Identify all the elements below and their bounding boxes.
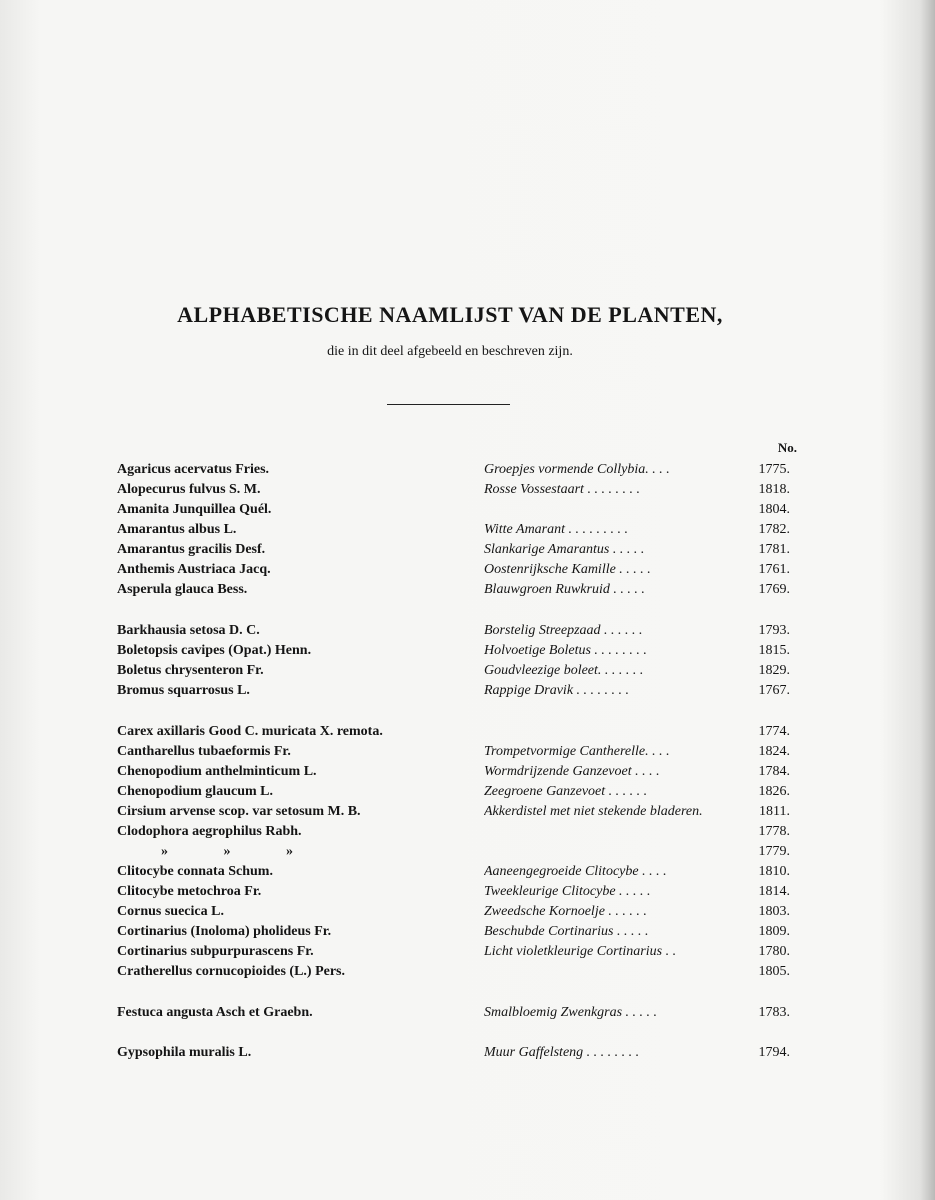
list-item — [117, 722, 797, 742]
plate-number: 1774. — [758, 724, 790, 739]
list-item — [117, 862, 797, 882]
number-column-header: No. — [777, 440, 797, 455]
latin-name: Gypsophila muralis L. — [117, 1045, 252, 1060]
plate-number: 1781. — [758, 542, 790, 557]
plate-number: 1829. — [758, 663, 790, 678]
latin-name: Bromus squarrosus L. — [117, 683, 250, 698]
dutch-name: Muur Gaffelsteng . . . . . . . . — [484, 1045, 640, 1060]
list-item — [117, 742, 797, 762]
plate-number: 1811. — [759, 804, 790, 819]
dutch-name: Slankarige Amarantus . . . . . — [484, 542, 645, 557]
list-item — [117, 782, 797, 802]
latin-name: Amarantus gracilis Desf. — [117, 542, 266, 557]
dutch-name: Zweedsche Kornoelje . . . . . . — [484, 904, 647, 919]
dutch-name: Trompetvormige Cantherelle. . . . — [484, 744, 670, 759]
list-item — [117, 882, 797, 902]
list-item — [117, 1003, 797, 1023]
plate-number: 1761. — [758, 562, 790, 577]
latin-name: Cantharellus tubaeformis Fr. — [117, 744, 291, 759]
page-title: ALPHABETISCHE NAAMLIJST VAN DE PLANTEN, — [177, 302, 723, 327]
page-subtitle: die in dit deel afgebeeld en beschreven zijn. — [327, 344, 573, 359]
list-item — [117, 962, 797, 982]
dutch-name: Wormdrijzende Ganzevoet . . . . — [484, 764, 660, 779]
latin-name: Boletopsis cavipes (Opat.) Henn. — [117, 643, 312, 658]
plate-number: 1815. — [758, 643, 790, 658]
list-item — [117, 480, 797, 500]
latin-name: Anthemis Austriaca Jacq. — [117, 562, 271, 577]
dutch-name: Zeegroene Ganzevoet . . . . . . — [484, 784, 648, 799]
plate-number: 1775. — [758, 462, 790, 477]
plate-number: 1804. — [758, 502, 790, 517]
plate-number: 1783. — [758, 1005, 790, 1020]
plate-number: 1824. — [758, 744, 790, 759]
latin-name: Clitocybe connata Schum. — [117, 864, 273, 879]
list-item — [117, 540, 797, 560]
latin-name: Amarantus albus L. — [117, 522, 237, 537]
plate-number: 1793. — [758, 623, 790, 638]
dutch-name: Oostenrijksche Kamille . . . . . — [484, 562, 651, 577]
list-item — [117, 500, 797, 520]
list-item — [117, 922, 797, 942]
list-item — [117, 802, 797, 822]
latin-name: Asperula glauca Bess. — [117, 582, 248, 597]
divider-rule — [387, 404, 510, 405]
latin-name: Carex axillaris Good C. muricata X. remota. — [117, 724, 383, 739]
plate-number: 1780. — [758, 944, 790, 959]
list-item — [117, 942, 797, 962]
list-item — [117, 621, 797, 641]
list-item — [117, 580, 797, 600]
plate-number: 1818. — [758, 482, 790, 497]
dutch-name: Holvoetige Boletus . . . . . . . . — [484, 643, 647, 658]
list-item — [117, 560, 797, 580]
list-item — [117, 520, 797, 540]
latin-name: » » » — [161, 844, 293, 859]
dutch-name: Beschubde Cortinarius . . . . . — [484, 924, 649, 939]
list-item — [117, 641, 797, 661]
dutch-name: Borstelig Streepzaad . . . . . . — [484, 623, 643, 638]
latin-name: Cornus suecica L. — [117, 904, 224, 919]
list-item — [117, 822, 797, 842]
latin-name: Amanita Junquillea Quél. — [117, 502, 272, 517]
plate-number: 1782. — [758, 522, 790, 537]
list-item — [117, 1043, 797, 1063]
latin-name: Chenopodium anthelminticum L. — [117, 764, 317, 779]
plate-number: 1809. — [758, 924, 790, 939]
plate-number: 1794. — [758, 1045, 790, 1060]
list-item — [117, 460, 797, 480]
plate-number: 1778. — [758, 824, 790, 839]
plate-number: 1779. — [758, 844, 790, 859]
latin-name: Festuca angusta Asch et Graebn. — [117, 1005, 313, 1020]
latin-name: Boletus chrysenteron Fr. — [117, 663, 264, 678]
list-item — [117, 681, 797, 701]
plate-number: 1805. — [758, 964, 790, 979]
latin-name: Clitocybe metochroa Fr. — [117, 884, 262, 899]
latin-name: Agaricus acervatus Fries. — [117, 462, 270, 477]
plate-number: 1784. — [758, 764, 790, 779]
latin-name: Chenopodium glaucum L. — [117, 784, 273, 799]
latin-name: Cortinarius subpurpurascens Fr. — [117, 944, 314, 959]
plate-number: 1810. — [758, 864, 790, 879]
dutch-name: Licht violetkleurige Cortinarius . . — [484, 944, 677, 959]
plate-number: 1803. — [758, 904, 790, 919]
latin-name: Barkhausia setosa D. C. — [117, 623, 260, 638]
list-item — [117, 902, 797, 922]
dutch-name: Goudvleezige boleet. . . . . . . — [484, 663, 644, 678]
latin-name: Cirsium arvense scop. var setosum M. B. — [117, 804, 361, 819]
dutch-name: Groepjes vormende Collybia. . . . — [484, 462, 670, 477]
dutch-name: Blauwgroen Ruwkruid . . . . . — [484, 582, 645, 597]
plate-number: 1767. — [758, 683, 790, 698]
list-item — [117, 762, 797, 782]
latin-name: Cratherellus cornucopioides (L.) Pers. — [117, 964, 345, 979]
latin-name: Cortinarius (Inoloma) pholideus Fr. — [117, 924, 332, 939]
plate-number: 1769. — [758, 582, 790, 597]
dutch-name: Rappige Dravik . . . . . . . . — [484, 683, 630, 698]
list-item — [117, 842, 797, 862]
plate-number: 1826. — [758, 784, 790, 799]
latin-name: Clodophora aegrophilus Rabh. — [117, 824, 302, 839]
dutch-name: Rosse Vossestaart . . . . . . . . — [484, 482, 640, 497]
dutch-name: Tweekleurige Clitocybe . . . . . — [484, 884, 651, 899]
dutch-name: Witte Amarant . . . . . . . . . — [484, 522, 629, 537]
latin-name: Alopecurus fulvus S. M. — [117, 482, 261, 497]
dutch-name: Smalbloemig Zwenkgras . . . . . — [484, 1005, 658, 1020]
dutch-name: Aaneengegroeide Clitocybe . . . . — [484, 864, 667, 879]
dutch-name: Akkerdistel met niet stekende bladeren. — [484, 804, 703, 819]
plate-number: 1814. — [758, 884, 790, 899]
list-item — [117, 661, 797, 681]
